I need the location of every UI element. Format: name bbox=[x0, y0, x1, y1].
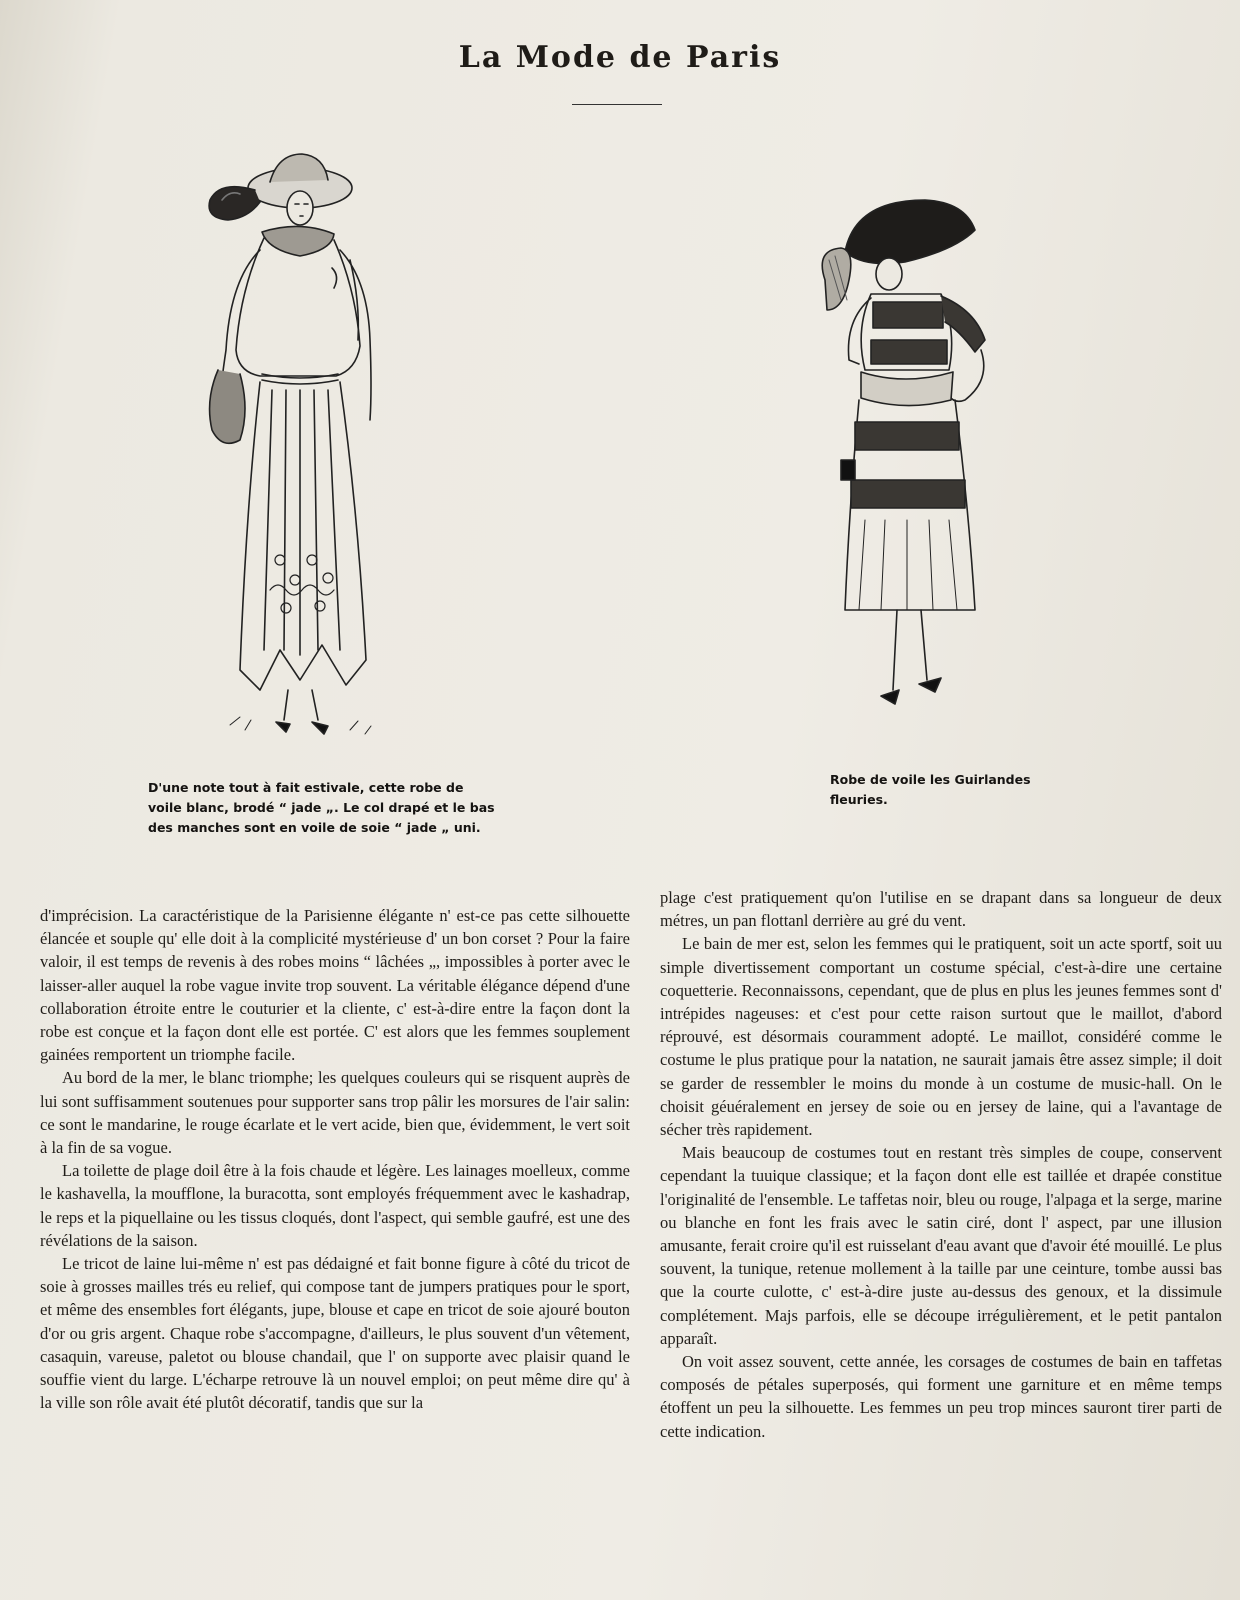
title-divider bbox=[572, 104, 662, 105]
article-paragraph: Au bord de la mer, le blanc triomphe; les quelques couleurs qui se risquent auprès de lui sont suffisamment soutenues pour supporter sans trop pâlir les morsures de l'air salin: ce sont le mandarine, le rouge écarlate et le vert acide, bien que, évidemment, le vert soit à la fin de sa vogue. bbox=[40, 1068, 630, 1158]
article-paragraph: La toilette de plage doil être à la fois chaude et légère. Les lainages moelleux, comme le kashavella, la moufflone, la buracotta, sont employés fréquemment avec le kashadrap, le reps et la piquellaine ou les tissus cloqués, dont l'aspect, qui semble gaufré, est une des révélations de la saison. bbox=[40, 1161, 630, 1250]
article-paragraph: On voit assez souvent, cette année, les corsages de costumes de bain en taffetas composés de pétales superposés, qui forment une garniture et en même temps étoffent un peu la silhouette. Les femmes un peu trop minces sauront tirer parti de cette indication. bbox=[660, 1352, 1222, 1441]
page-title: La Mode de Paris bbox=[458, 40, 782, 75]
fashion-sketch-white-voile-dress bbox=[200, 150, 400, 760]
figure-caption-1: D'une note tout à fait estivale, cette robe de voile blanc, brodé “ jade „. Le col drapé et le bas des manches sont en voile de soie “ jade „ uni. bbox=[148, 780, 495, 835]
figure-caption-2: Robe de voile les Guirlandes fleuries. bbox=[830, 772, 1031, 807]
fashion-sketch-garland-voile-dress bbox=[815, 190, 1035, 750]
article-paragraph: Mais beaucoup de costumes tout en restant très simples de coupe, conservent cependant la tuuique classique; et la façon dont elle est taillée et drapée constitue l'originalité de l'ensemble. Le taffetas noir, bleu ou rouge, l'alpaga et la serge, marine ou blanche en font les frais avec le satin ciré, dont l' aspect, par une illusion amusante, ferait croire qu'il est ruisselant d'eau avant que d'avoir été mouillé. Le plus souvent, la tunique, retenue mollement à la taille par une ceinture, tombe aussi bas que la courte culotte, c' est-à-dire juste au-dessus des genoux, et la dissimule complétement. Majs parfois, elle se découpe irrégulièrement, et le petit pantalon apparaît. bbox=[660, 1143, 1222, 1348]
article-paragraph: Le bain de mer est, selon les femmes qui le pratiquent, soit un acte sportf, soit uu simple divertissement comportant un costume spécial, c'est-à-dire une certaine coquetterie. Reconnaissons, cependant, que de plus en plus les jeunes femmes sont d' intrépides nageuses: et c'est pour cette raison surtout que le maillot, d'abord réprouvé, est désormais couramment adopté. Le maillot, considéré comme le costume le plus pratique pour la natation, ne saurait jamais être assez simple; il doit se garder de ressembler le moins du monde à un costume de music-hall. On le choisit géuéralement en jersey de soie ou en jersey de laine, qui a l'avantage de sécher très rapidement. bbox=[660, 934, 1222, 1140]
article-paragraph: d'imprécision. La caractéristique de la Parisienne élégante n' est-ce pas cette silhouette élancée et souple qu' elle doit à la complicité mystérieuse d' un bon corset ? Pour la faire valoir, il est temps de revenis à des robes moins “ lâchées „, impossibles à porter avec le laisser-aller auquel la robe vague invite trop souvent. La véritable élégance dépend d'une collaboration étroite entre le couturier et la cliente, c' est-à-dire entre la façon dont la robe est conçue et la façon dont elle est portée. C' est alors que les femmes souplement gainées remportent un triomphe facile. bbox=[40, 906, 630, 1065]
article-column-right bbox=[660, 886, 1222, 1443]
fashion-illustration-white-dress bbox=[200, 150, 400, 760]
article-column-left bbox=[40, 904, 630, 1414]
article-paragraph: plage c'est pratiquement qu'on l'utilise en se drapant dans sa longueur de deux métres, un pan flottanl derrière au gré du vent. bbox=[660, 888, 1222, 931]
fashion-illustration-garland-dress bbox=[815, 190, 1035, 750]
article-paragraph: Le tricot de laine lui-même n' est pas dédaigné et fait bonne figure à côté du tricot de soie à grosses mailles trés eu relief, qui compose tant de jumpers pratiques pour le sport, et même des ensembles fort élégants, jupe, blouse et cape en tricot de soie ajouré bouton d'or ou gris argent. Chaque robe s'accompagne, d'ailleurs, le plus souvent d'un vêtement, casaquin, vareuse, paletot ou blouse chandail, que l' on supporte avec plaisir quand le souffie vient du large. L'écharpe retrouve là un nouvel emploi; on peut même dire qu' à la ville son rôle avait été plutôt décoratif, tandis que sur la bbox=[40, 1254, 630, 1413]
